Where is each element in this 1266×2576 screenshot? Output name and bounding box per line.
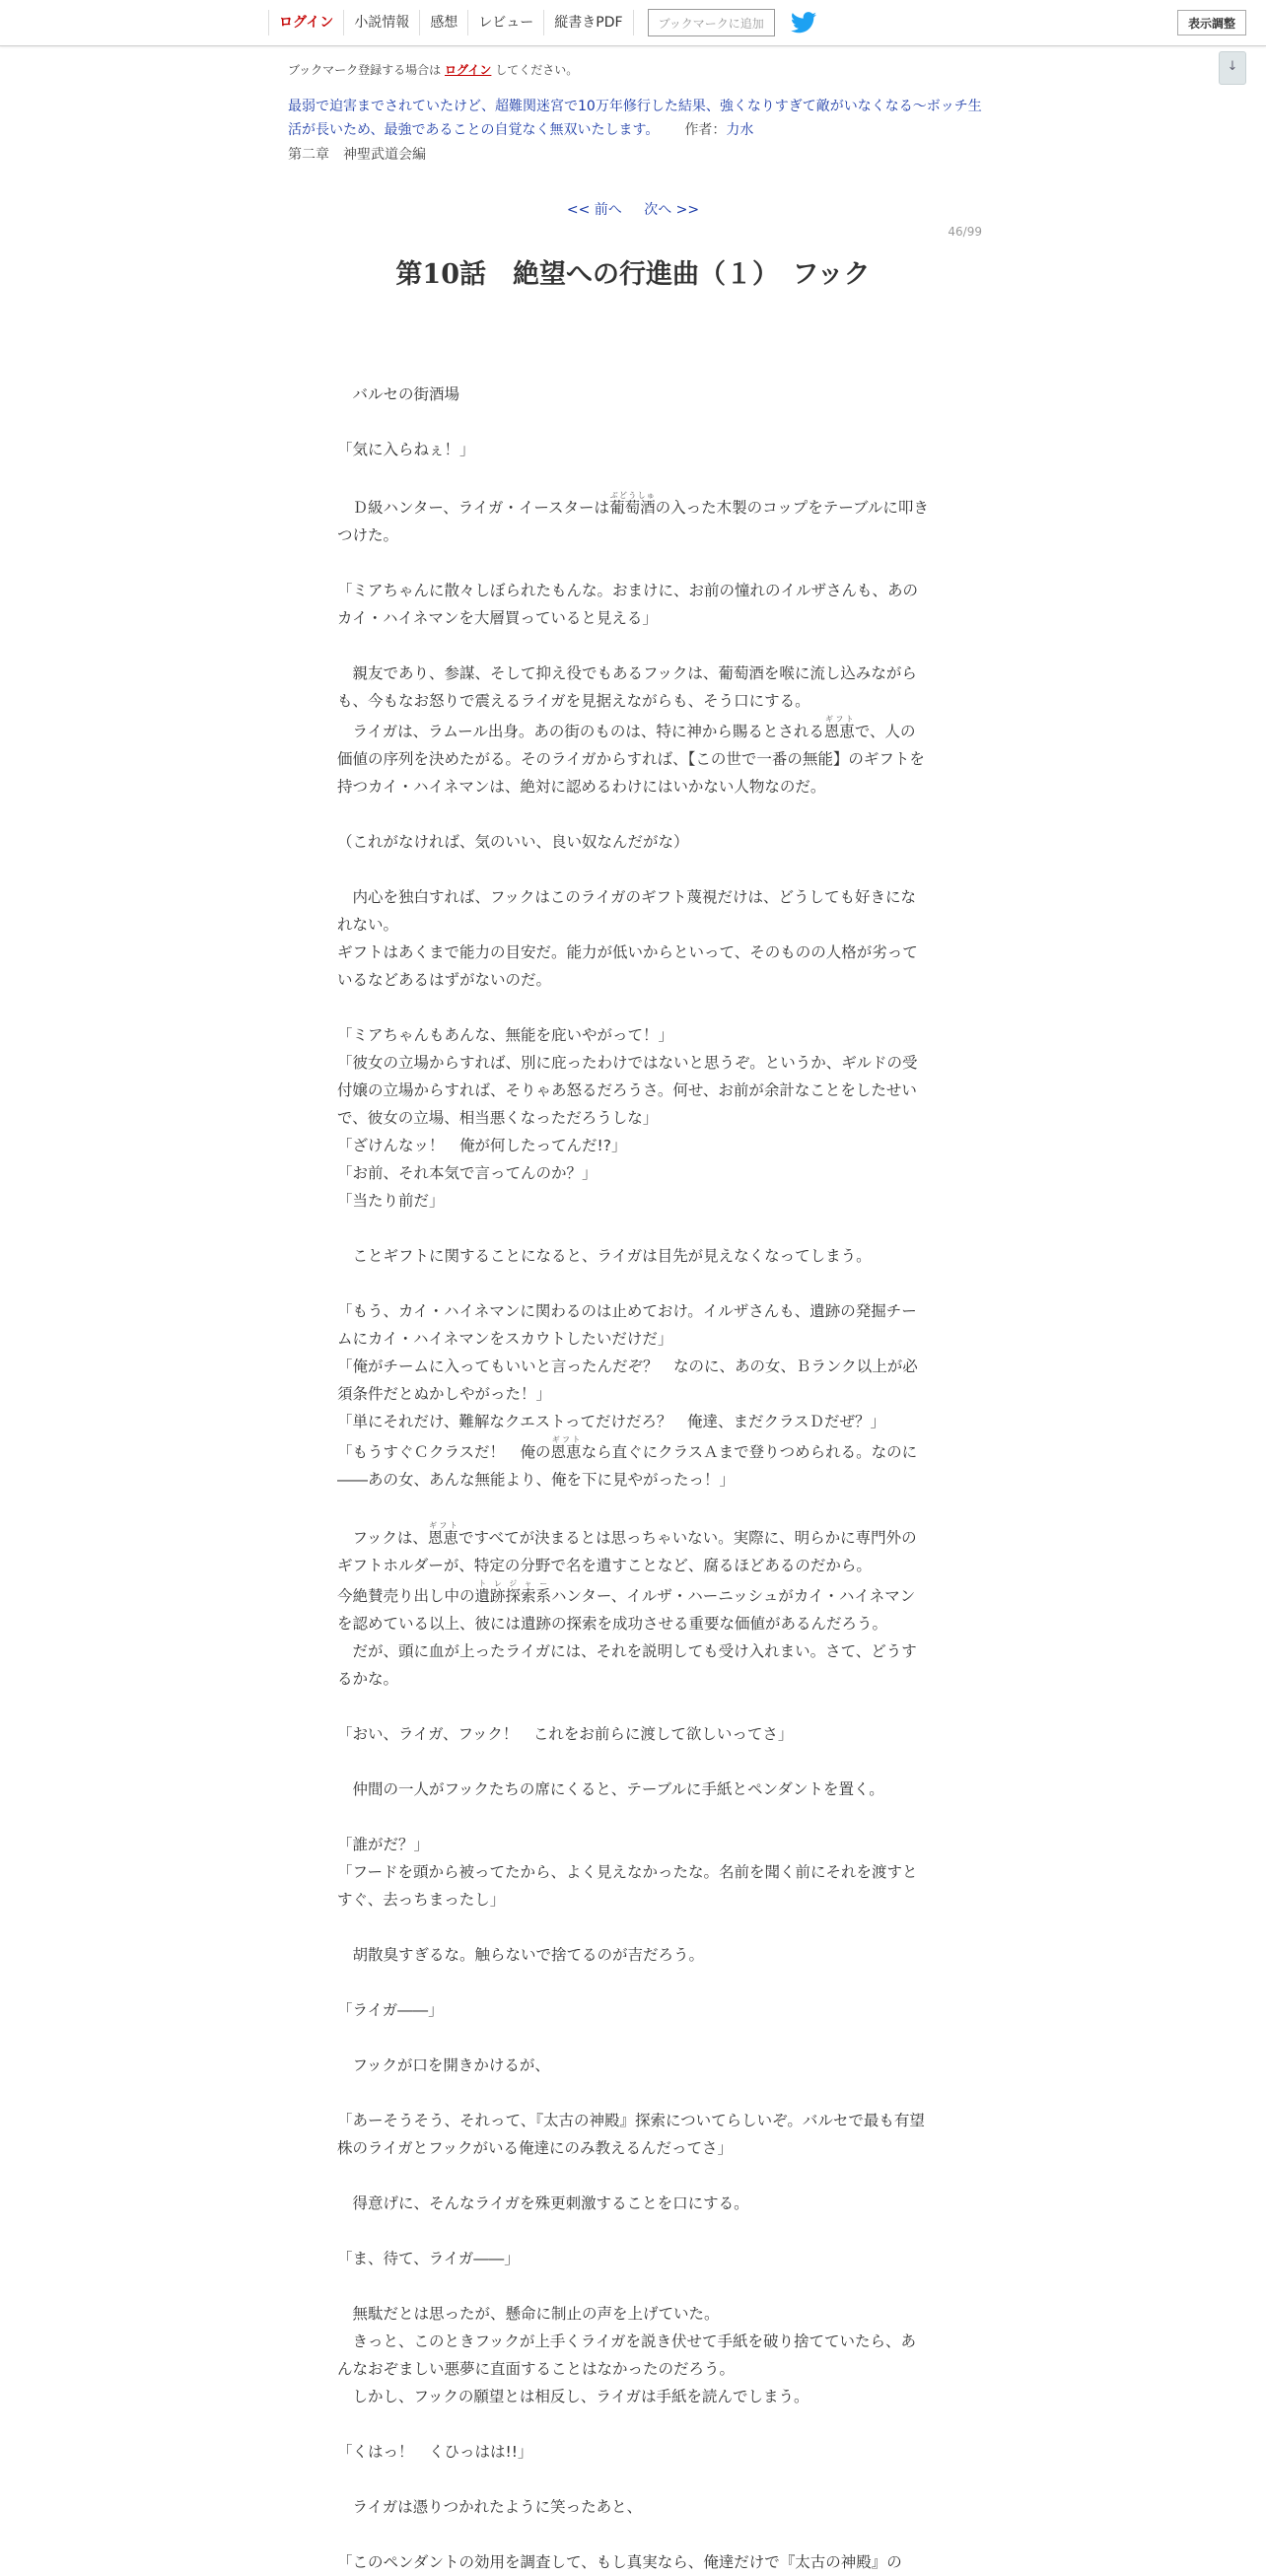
next-episode-link[interactable]: 次へ >>: [644, 202, 700, 218]
nav-review-link[interactable]: レビュー: [468, 10, 544, 35]
paragraph: 「ざけんなッ！ 俺が何したってんだ!?」: [337, 1137, 627, 1154]
paragraph: 「単にそれだけ、難解なクエストってだけだろ？ 俺達、まだクラスＤだぜ？」: [337, 1413, 885, 1430]
novel-title-block: [288, 95, 988, 142]
paragraph: 「あーそうそう、それって、『太古の神殿』探索についてらしいぞ。バルセで最も有望株のライガとフックがいる俺達にのみ教えるんだってさ」: [337, 2112, 925, 2157]
paragraph: 「ま、待て、ライガ――」: [337, 2250, 520, 2267]
nav-login-link[interactable]: ログイン: [268, 10, 344, 35]
paragraph: ギフトはあくまで能力の目安だ。能力が低いからといって、そのものの人格が劣っているなどあるはずがないのだ。: [337, 943, 918, 989]
author-link[interactable]: 力水: [726, 122, 754, 138]
notice-prefix: ブックマーク登録する場合は: [288, 63, 442, 77]
novel-body: [337, 353, 929, 2576]
paragraph: 「気に入らねぇ！」: [337, 441, 475, 458]
paragraph: 「ミアちゃんに散々しぼられたもんな。おまけに、お前の憧れのイルザさんも、あのカイ・ハイネマンを大層買っていると見える」: [337, 582, 919, 627]
twitter-icon[interactable]: [791, 12, 816, 34]
paragraph: Ｄ級ハンター、ライガ・イースターは葡萄酒ぶどうしゅの入った木製のコップをテーブルに叩きつけた。: [337, 491, 929, 544]
paragraph: 「このペンダントの効用を調査して、もし真実なら、俺達だけで『太古の神殿』の: [337, 2553, 902, 2571]
main-nav: [268, 0, 816, 45]
paragraph: 得意げに、そんなライガを殊更刺激することを口にする。: [337, 2194, 749, 2212]
nav-impressions-link[interactable]: 感想: [420, 10, 468, 35]
paragraph: ライガは憑りつかれたように笑ったあと、: [337, 2498, 643, 2516]
paragraph: 「くはっ！ くひっはは!!」: [337, 2443, 533, 2461]
author-label: 作者：: [684, 122, 727, 138]
login-notice: [288, 61, 578, 78]
notice-suffix: してください。: [495, 63, 579, 77]
paragraph: 仲間の一人がフックたちの席にくると、テーブルに手紙とペンダントを置く。: [337, 1780, 884, 1798]
paragraph: 今絶賛売り出し中の遺跡探索系トレジャーハンター、イルザ・ハーニッシュがカイ・ハイネマンを認めている以上、彼には遺跡の探索を成功させる重要な価値があるんだろう。: [337, 1579, 916, 1633]
display-adjust-button[interactable]: 表示調整: [1177, 10, 1246, 35]
paragraph: 「お前、それ本気で言ってんのか？」: [337, 1164, 598, 1182]
paragraph: ライガは、ラムール出身。あの街のものは、特に神から賜るとされる恩恵ギフトで、人の価値の序列を決めたがる。そのライガからすれば、【この世で一番の無能】のギフトを持つカイ・ハイネマンは、絶対に認めるわけにはいかない人物なのだ。: [337, 715, 925, 796]
paragraph: バルセの街酒場: [337, 385, 460, 403]
nav-novel-info-link[interactable]: 小説情報: [344, 10, 420, 35]
chapter-title: 第二章 神聖武道会編: [288, 147, 426, 163]
paragraph: 胡散臭すぎるな。触らないで捨てるのが吉だろう。: [337, 1946, 705, 1964]
episode-title: 第10話 絶望への行進曲（１） フック: [395, 259, 871, 290]
add-bookmark-button[interactable]: ブックマークに追加: [648, 9, 775, 36]
paragraph: 「ミアちゃんもあんな、無能を庇いやがって！」: [337, 1026, 674, 1044]
paragraph: （これがなければ、気のいい、良い奴なんだがな）: [337, 833, 689, 851]
paragraph: 「もうすぐＣクラスだ！ 俺の恩恵ギフトなら直ぐにクラスＡまで登りつめられる。なのに――あの女、あんな無能より、俺を下に見やがったっ！」: [337, 1435, 918, 1489]
paragraph: 「もう、カイ・ハイネマンに関わるのは止めておけ。イルザさんも、遺跡の発掘チームにカイ・ハイネマンをスカウトしたいだけだ」: [337, 1302, 917, 1348]
paragraph: だが、頭に血が上ったライガには、それを説明しても受け入れまい。さて、どうするかな。: [337, 1642, 917, 1688]
paragraph: 「当たり前だ」: [337, 1192, 445, 1210]
episode-pager: [0, 199, 1266, 219]
notice-login-link[interactable]: ログイン: [445, 63, 492, 77]
paragraph: 「おい、ライガ、フック！ これをお前らに渡して欲しいってさ」: [337, 1725, 794, 1743]
novel-title-link[interactable]: 最弱で迫害までされていたけど、超難関迷宮で10万年修行した結果、強くなりすぎて敵がいなくなる～ボッチ生活が長いため、最強であることの自覚なく無双いたします。: [288, 99, 982, 138]
paragraph: 「誰がだ？」: [337, 1836, 430, 1853]
paragraph: 無駄だとは思ったが、懸命に制止の声を上げていた。: [337, 2305, 720, 2323]
paragraph: 「フードを頭から被ってたから、よく見えなかったな。名前を聞く前にそれを渡すとすぐ、去っちまったし」: [337, 1863, 918, 1909]
paragraph: 「ライガ――」: [337, 2001, 444, 2019]
paragraph: しかし、フックの願望とは相反し、ライガは手紙を読んでしまう。: [337, 2388, 809, 2405]
paragraph: フックは、恩恵ギフトですべてが決まるとは思っちゃいない。実際に、明らかに専門外のギフトホルダーが、特定の分野で名を遺すことなど、腐るほどあるのだから。: [337, 1521, 917, 1574]
paragraph: 内心を独白すれば、フックはこのライガのギフト蔑視だけは、どうしても好きになれない。: [337, 888, 916, 934]
paragraph: 親友であり、参謀、そして抑え役でもあるフックは、葡萄酒を喉に流し込みながらも、今もなお怒りで震えるライガを見据えながらも、そう口にする。: [337, 664, 917, 710]
paragraph: フックが口を開きかけるが、: [337, 2056, 550, 2074]
nav-pdf-link[interactable]: 縦書きPDF: [544, 10, 633, 35]
paragraph: 「彼女の立場からすれば、別に庇ったわけではないと思うぞ。というか、ギルドの受付嬢の立場からすれば、そりゃあ怒るだろうさ。何せ、お前が余計なことをしたせいで、彼女の立場、相当悪くなっただろうしな」: [337, 1054, 918, 1127]
episode-counter: 46/99: [948, 225, 982, 239]
scroll-down-tab[interactable]: ↓: [1219, 51, 1246, 85]
paragraph: 「俺がチームに入ってもいいと言ったんだぞ？ なのに、あの女、Ｂランク以上が必須条件だとぬかしやがった！」: [337, 1358, 918, 1403]
top-bar: [0, 0, 1266, 46]
paragraph: ことギフトに関することになると、ライガは目先が見えなくなってしまう。: [337, 1247, 872, 1265]
prev-episode-link[interactable]: << 前へ: [566, 202, 622, 218]
paragraph: きっと、このときフックが上手くライガを説き伏せて手紙を破り捨てていたら、あんなおぞましい悪夢に直面することはなかったのだろう。: [337, 2332, 916, 2378]
